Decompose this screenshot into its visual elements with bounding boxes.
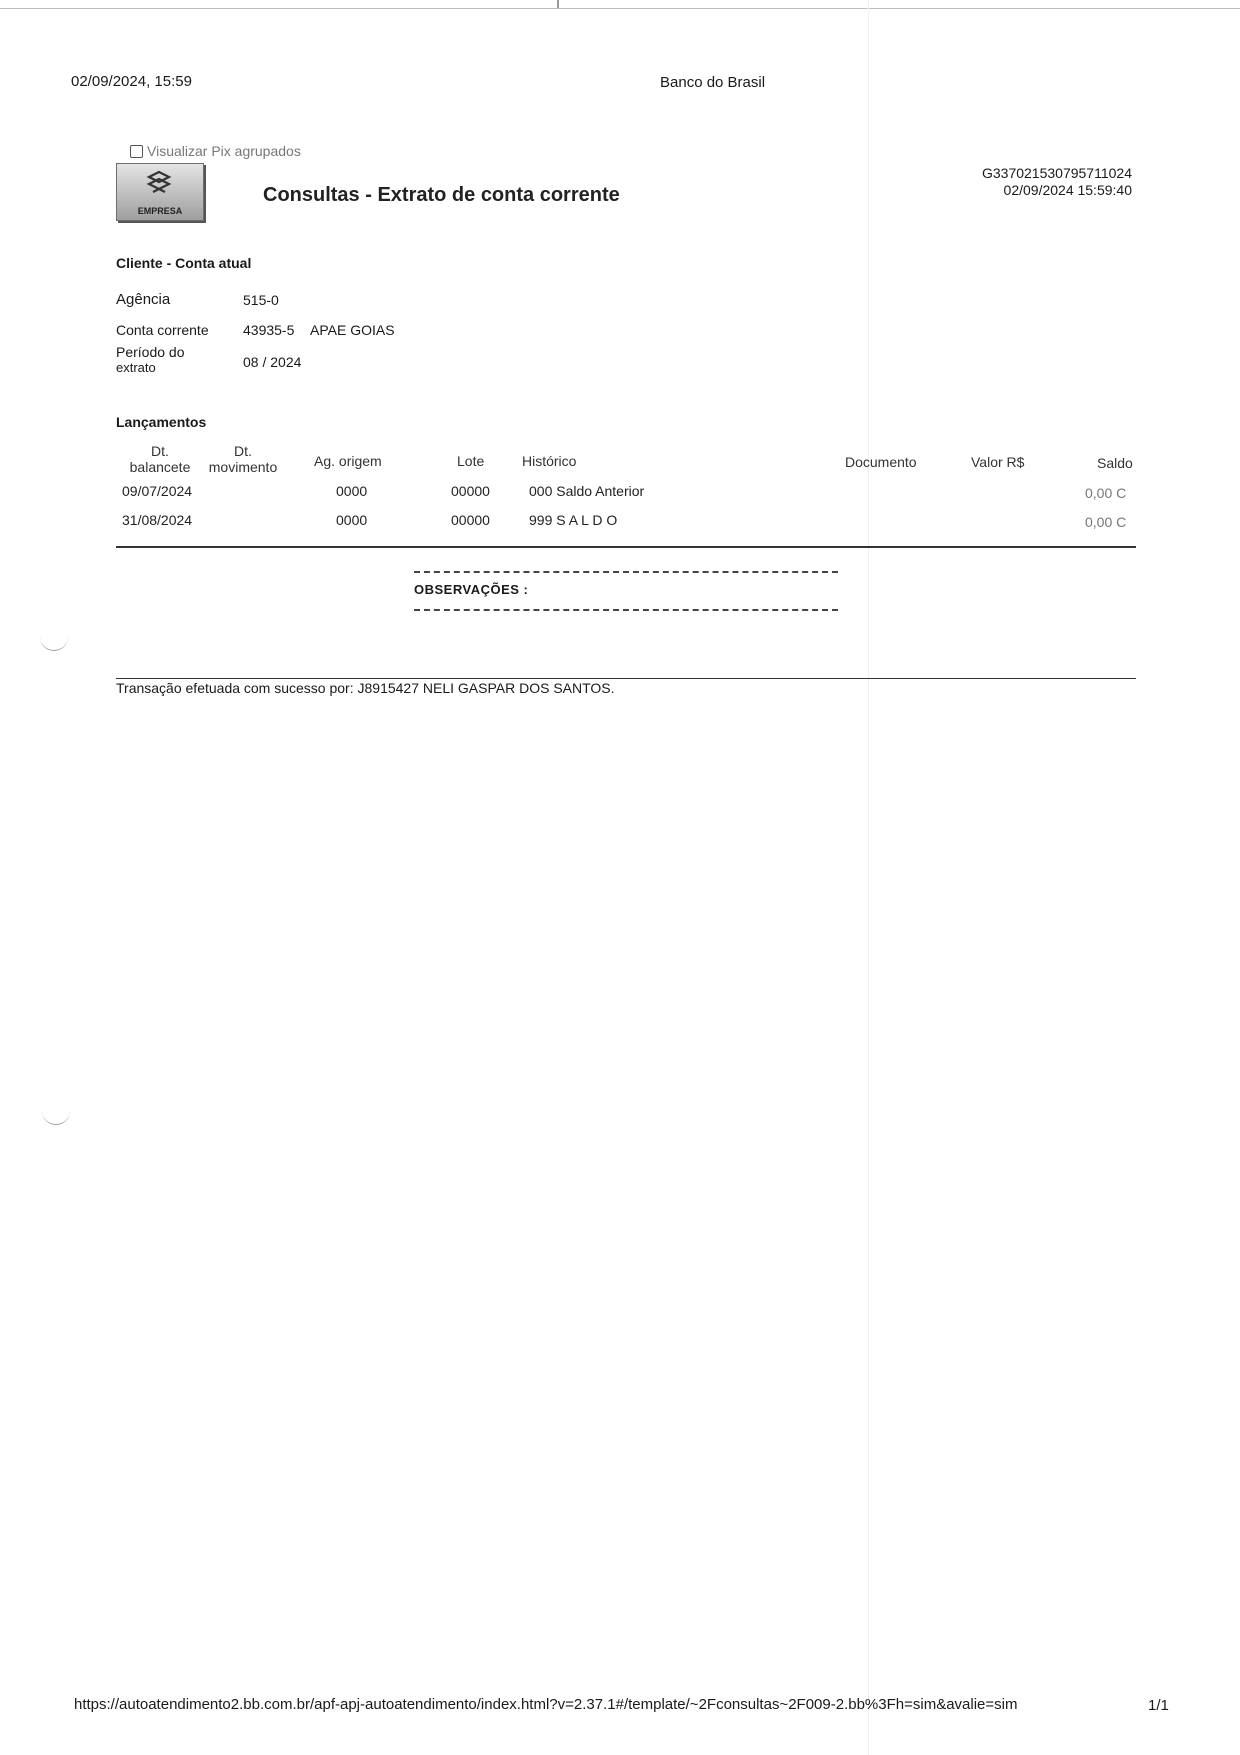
scan-top-edge xyxy=(0,8,1240,9)
col-ag-origem: Ag. origem xyxy=(314,453,382,469)
col-dt-balancete-line1: Dt. xyxy=(151,443,169,459)
scan-tick-mark xyxy=(557,0,559,8)
col-dt-movimento-line2: movimento xyxy=(208,459,278,475)
row-saldo: 0,00 C xyxy=(1085,485,1127,501)
row-historico: 999 S A L D O xyxy=(529,512,618,528)
row-lote: 00000 xyxy=(451,512,490,528)
print-url: https://autoatendimento2.bb.com.br/apf-apj-autoatendimento/index.html?v=2.37.1#/template/~2Fconsultas~2F009-2.bb%3Fh=sim&avalie=sim xyxy=(74,1696,1018,1713)
row-ag-origem: 0000 xyxy=(336,512,368,528)
observations-dash-bottom xyxy=(414,609,838,611)
account-label: Conta corrente xyxy=(116,322,209,338)
scan-mark xyxy=(42,1110,70,1125)
page-number: 1/1 xyxy=(1148,1697,1169,1714)
col-dt-movimento xyxy=(204,443,282,475)
row-ag-origem: 0000 xyxy=(336,483,368,499)
client-section-title: Cliente - Conta atual xyxy=(116,255,252,271)
col-documento: Documento xyxy=(845,454,917,470)
bank-name: Banco do Brasil xyxy=(660,74,766,91)
transaction-info xyxy=(982,165,1132,199)
pix-grouped-checkbox[interactable] xyxy=(130,145,143,158)
account-holder: APAE GOIAS xyxy=(310,322,395,338)
col-valor: Valor R$ xyxy=(971,454,1025,470)
account-number: 43935-5 xyxy=(243,322,295,338)
col-dt-balancete xyxy=(124,443,196,475)
row-lote: 00000 xyxy=(451,483,490,499)
col-dt-movimento-line1: Dt. xyxy=(234,443,252,459)
col-lote: Lote xyxy=(457,453,485,469)
pix-grouped-option[interactable] xyxy=(130,143,301,159)
agency-value: 515-0 xyxy=(243,292,279,308)
page-title: Consultas - Extrato de conta corrente xyxy=(263,184,620,206)
footer-rule xyxy=(116,678,1136,679)
agency-label: Agência xyxy=(116,291,171,308)
entries-section-title: Lançamentos xyxy=(116,414,207,430)
period-value: 08 / 2024 xyxy=(243,354,302,370)
transaction-id: G337021530795711024 xyxy=(981,165,1132,181)
transaction-datetime: 02/09/2024 15:59:40 xyxy=(1003,182,1132,198)
row-dt-balancete: 09/07/2024 xyxy=(122,483,193,499)
row-historico: 000 Saldo Anterior xyxy=(529,483,645,499)
success-message: Transação efetuada com sucesso por: J8915427 NELI GASPAR DOS SANTOS. xyxy=(116,680,615,696)
scan-mark xyxy=(40,636,68,651)
table-bottom-rule xyxy=(116,546,1136,548)
period-label-line2: extrato xyxy=(116,360,156,375)
scan-fold-line xyxy=(868,0,869,1755)
col-historico: Histórico xyxy=(522,453,577,469)
col-dt-balancete-line2: balancete xyxy=(129,459,191,475)
row-dt-balancete: 31/08/2024 xyxy=(122,512,193,528)
pix-grouped-label: Visualizar Pix agrupados xyxy=(147,143,301,159)
bb-logo-icon xyxy=(144,168,174,198)
logo-caption: EMPRESA xyxy=(137,206,183,216)
print-datetime: 02/09/2024, 15:59 xyxy=(71,73,192,90)
observations-dash-top xyxy=(414,571,838,573)
observations-label: OBSERVAÇÕES : xyxy=(414,582,529,597)
period-label xyxy=(116,344,185,376)
row-saldo: 0,00 C xyxy=(1085,514,1127,530)
col-saldo: Saldo xyxy=(1097,455,1133,471)
bb-empresa-logo xyxy=(116,163,204,221)
period-label-line1: Período do xyxy=(116,344,185,360)
